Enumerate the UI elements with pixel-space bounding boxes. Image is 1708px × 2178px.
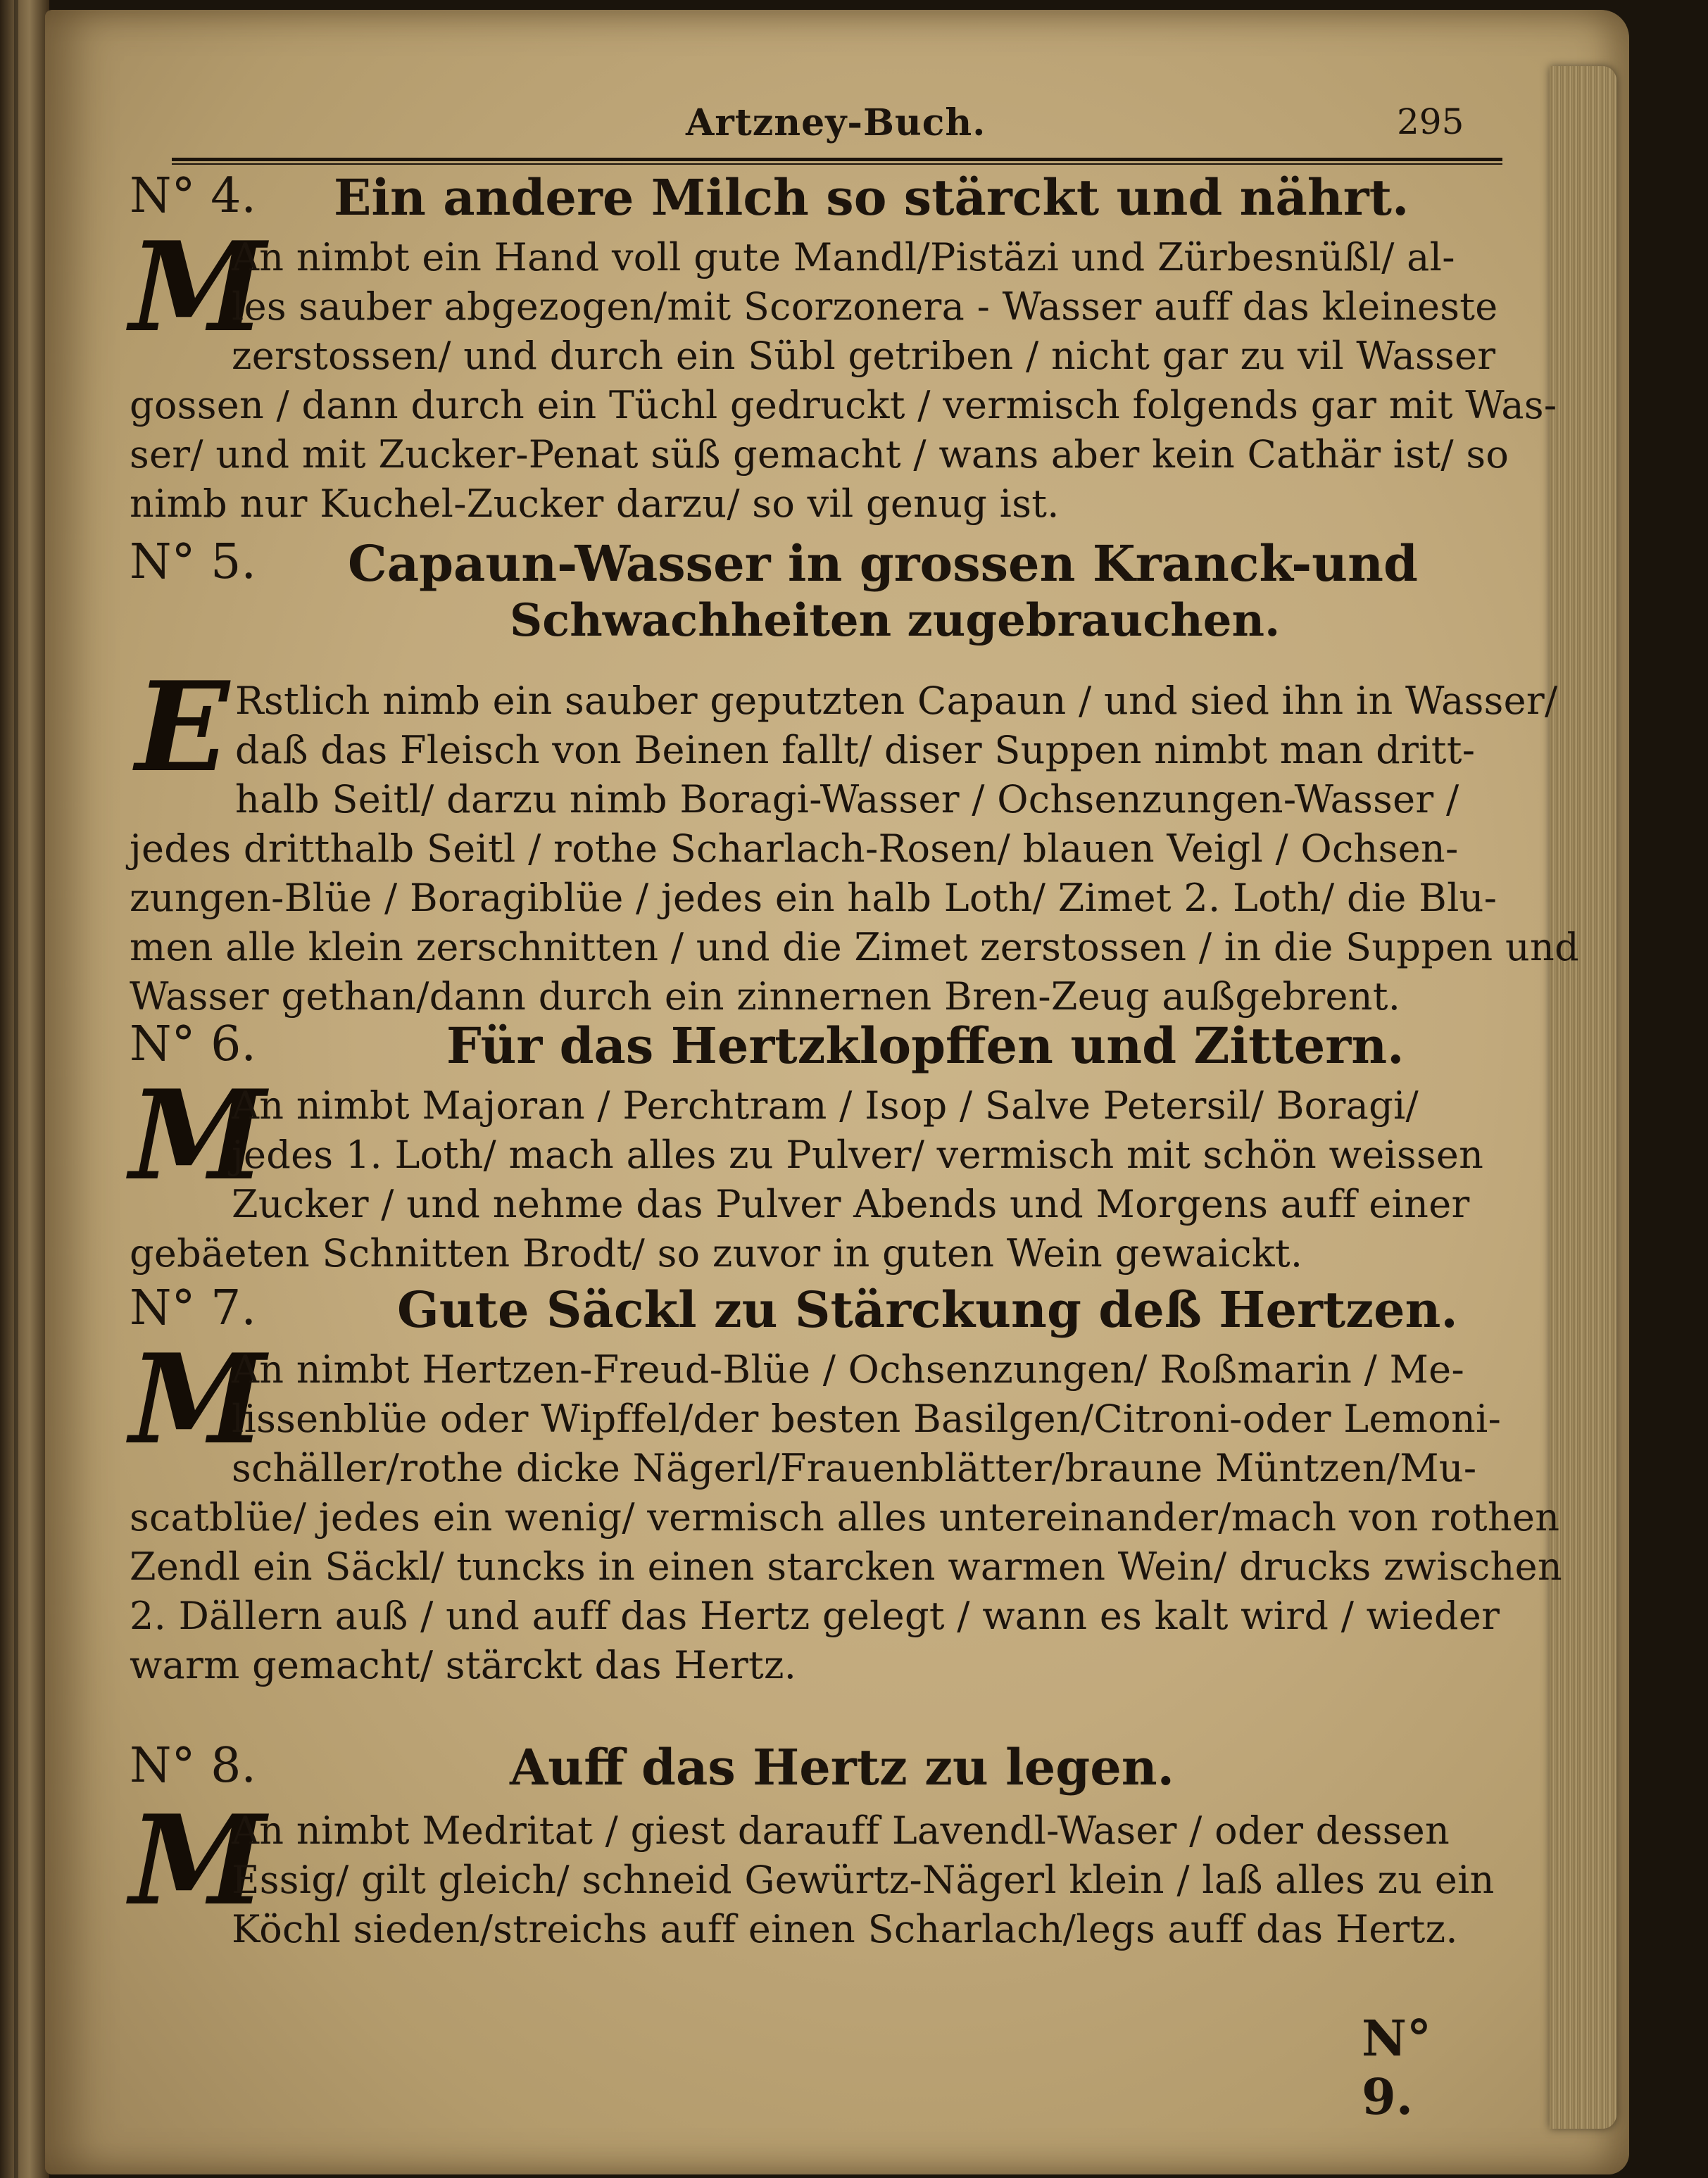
text-line: warm gemacht/ stärckt das Hertz.	[130, 1643, 797, 1687]
section-number: N° 6.	[130, 1016, 256, 1072]
text-line: Zucker / und nehme das Pulver Abends und Morgens auff einer	[232, 1182, 1470, 1226]
section-number: N° 8.	[130, 1738, 256, 1794]
text-line: An nimbt Majoran / Perchtram / Isop / Salve Petersil/ Boragi/	[232, 1083, 1419, 1128]
head-rule	[172, 158, 1502, 165]
drop-cap: E	[135, 655, 230, 800]
text-line: Essig/ gilt gleich/ schneid Gewürtz-Nägerl klein / laß alles zu ein	[232, 1858, 1495, 1902]
page-edges	[1550, 66, 1616, 2129]
section-heading	[130, 534, 1488, 647]
section-heading	[130, 1016, 1488, 1080]
section-5	[130, 534, 1579, 1019]
section-title: Ein andere Milch so stärckt und nährt.	[334, 168, 1409, 227]
section-title-line-2: Schwachheiten zugebrauchen.	[510, 594, 1281, 647]
text-line: An nimbt Hertzen-Freud-Blüe / Ochsenzungen/ Roßmarin / Me-	[232, 1347, 1464, 1392]
section-title: Capaun-Wasser in grossen Kranck-und	[348, 534, 1418, 593]
text-line: daß das Fleisch von Beinen fallt/ diser Suppen nimbt man dritt-	[235, 728, 1476, 772]
text-line: An nimbt ein Hand voll gute Mandl/Pistäzi und Zürbesnüßl/ al-	[232, 235, 1455, 279]
page-content	[130, 52, 1579, 2126]
section-title: Für das Hertzklopffen und Zittern.	[446, 1016, 1405, 1075]
text-line: les sauber abgezogen/mit Scorzonera - Wasser auff das kleineste	[232, 284, 1498, 329]
text-line: scatblüe/ jedes ein wenig/ vermisch alles untereinander/mach von rothen	[130, 1495, 1560, 1540]
text-line: lissenblüe oder Wipffel/der besten Basilgen/Citroni-oder Lemoni-	[232, 1397, 1502, 1441]
facing-page-edge	[0, 0, 49, 2178]
drop-cap: M	[130, 215, 266, 360]
text-line: jedes dritthalb Seitl / rothe Scharlach-Rosen/ blauen Veigl / Ochsen-	[130, 826, 1459, 871]
section-4	[130, 168, 1557, 526]
section-8	[130, 1738, 1495, 1951]
drop-cap: M	[130, 1064, 266, 1208]
text-line: zungen-Blüe / Boragiblüe / jedes ein halb Loth/ Zimet 2. Loth/ die Blu-	[130, 876, 1497, 920]
text-line: nimb nur Kuchel-Zucker darzu/ so vil genug ist.	[130, 481, 1060, 526]
running-head	[130, 52, 1488, 151]
text-line: An nimbt Medritat / giest darauff Lavendl-Waser / oder dessen	[232, 1808, 1450, 1853]
catchword: N° 9.	[1362, 2009, 1431, 2126]
text-line: schäller/rothe dicke Nägerl/Frauenblätter/braune Müntzen/Mu-	[232, 1446, 1477, 1490]
text-line: jedes 1. Loth/ mach alles zu Pulver/ vermisch mit schön weissen	[232, 1133, 1484, 1177]
text-line: Zendl ein Säckl/ tuncks in einen starcken warmen Wein/ drucks zwischen	[130, 1544, 1562, 1589]
text-line: gebäeten Schnitten Brodt/ so zuvor in guten Wein gewaickt.	[130, 1231, 1303, 1276]
text-line: Köchl sieden/streichs auff einen Scharlach/legs auff das Hertz.	[232, 1907, 1458, 1951]
text-line: Rstlich nimb ein sauber geputzten Capaun / und sied ihn in Wasser/	[235, 679, 1558, 723]
text-line: gossen / dann durch ein Tüchl gedruckt / vermisch folgends gar mit Was-	[130, 383, 1557, 427]
section-title: Gute Säckl zu Stärckung deß Hertzen.	[397, 1280, 1458, 1339]
text-line: 2. Dällern auß / und auff das Hertz gelegt / wann es kalt wird / wieder	[130, 1594, 1500, 1638]
section-7	[130, 1280, 1562, 1687]
section-6	[130, 1016, 1488, 1276]
section-heading	[130, 1280, 1488, 1344]
text-line: Wasser gethan/dann durch ein zinnernen Bren-Zeug außgebrent.	[130, 974, 1401, 1019]
text-line: halb Seitl/ darzu nimb Boragi-Wasser / Ochsenzungen-Wasser /	[235, 777, 1459, 822]
section-heading	[130, 168, 1488, 232]
running-head-title: Artzney-Buch.	[686, 101, 986, 144]
section-title: Auff das Hertz zu legen.	[510, 1738, 1175, 1796]
drop-cap: M	[130, 1328, 266, 1472]
text-line: men alle klein zerschnitten / und die Zimet zerstossen / in die Suppen und	[130, 925, 1579, 969]
book-page	[45, 10, 1629, 2174]
section-number: N° 4.	[130, 168, 256, 224]
drop-cap: M	[130, 1789, 266, 1933]
section-number: N° 7.	[130, 1280, 256, 1336]
text-line: ser/ und mit Zucker-Penat süß gemacht / wans aber kein Cathär ist/ so	[130, 432, 1509, 477]
section-heading	[130, 1738, 1488, 1801]
section-number: N° 5.	[130, 534, 256, 590]
text-line: zerstossen/ und durch ein Sübl getriben / nicht gar zu vil Wasser	[232, 334, 1496, 378]
page-number: 295	[1397, 101, 1464, 142]
